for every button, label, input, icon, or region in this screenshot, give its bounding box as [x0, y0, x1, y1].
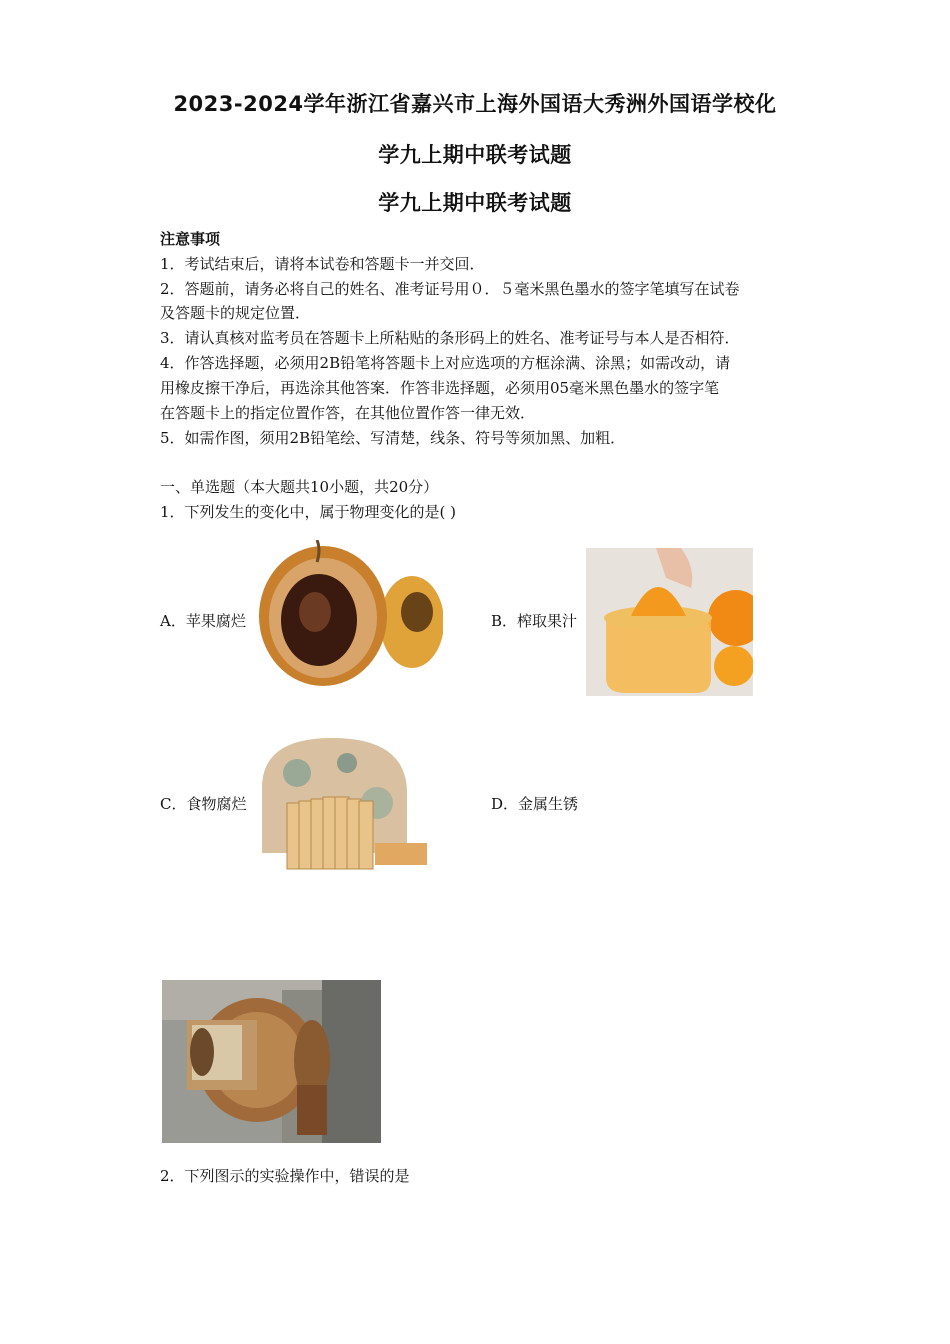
notice-line: 5．如需作图，须用2B铅笔绘、写清楚，线条、符号等须加黑、加粗． [160, 429, 626, 447]
section-title: 一、单选题（本大题共10小题，共20分） [160, 478, 439, 496]
notice-line: 4．作答选择题，必须用2B铅笔将答题卡上对应选项的方框涂满、涂黑；如需改动，请 [160, 354, 731, 372]
notice-line: 1．考试结束后，请将本试卷和答题卡一并交回． [160, 255, 485, 273]
moldy-bread-image [257, 733, 433, 877]
option-c-label: C．食物腐烂 [160, 795, 247, 813]
notice-line: 用橡皮擦干净后，再选涂其他答案．作答非选择题，必须用05毫米黑色墨水的签字笔 [160, 379, 720, 397]
option-d-label: D．金属生锈 [491, 795, 579, 813]
exam-title-line3: 学九上期中联考试题 [378, 191, 572, 215]
option-b-label: B．榨取果汁 [491, 612, 578, 630]
question-2-stem: 2．下列图示的实验操作中，错误的是 [160, 1167, 410, 1185]
rusty-metal-image [162, 980, 381, 1143]
option-a-label: A．苹果腐烂 [160, 612, 246, 630]
notice-line: 在答题卡上的指定位置作答，在其他位置作答一律无效． [160, 404, 536, 422]
question-1-stem: 1．下列发生的变化中，属于物理变化的是( ) [160, 503, 457, 521]
juicer-image [586, 548, 753, 696]
rotten-apple-image [257, 540, 443, 688]
notice-line: 2．答题前，请务必将自己的姓名、准考证号用０．５毫米黑色墨水的签字笔填写在试卷 [160, 280, 740, 298]
exam-title-line2: 学九上期中联考试题 [378, 143, 572, 167]
exam-title-line1: 2023-2024学年浙江省嘉兴市上海外国语大秀洲外国语学校化 [173, 92, 777, 116]
notice-line: 及答题卡的规定位置． [160, 304, 311, 322]
notice-line: 3．请认真核对监考员在答题卡上所粘贴的条形码上的姓名、准考证号与本人是否相符． [160, 329, 740, 347]
notice-heading: 注意事项 [160, 230, 221, 248]
